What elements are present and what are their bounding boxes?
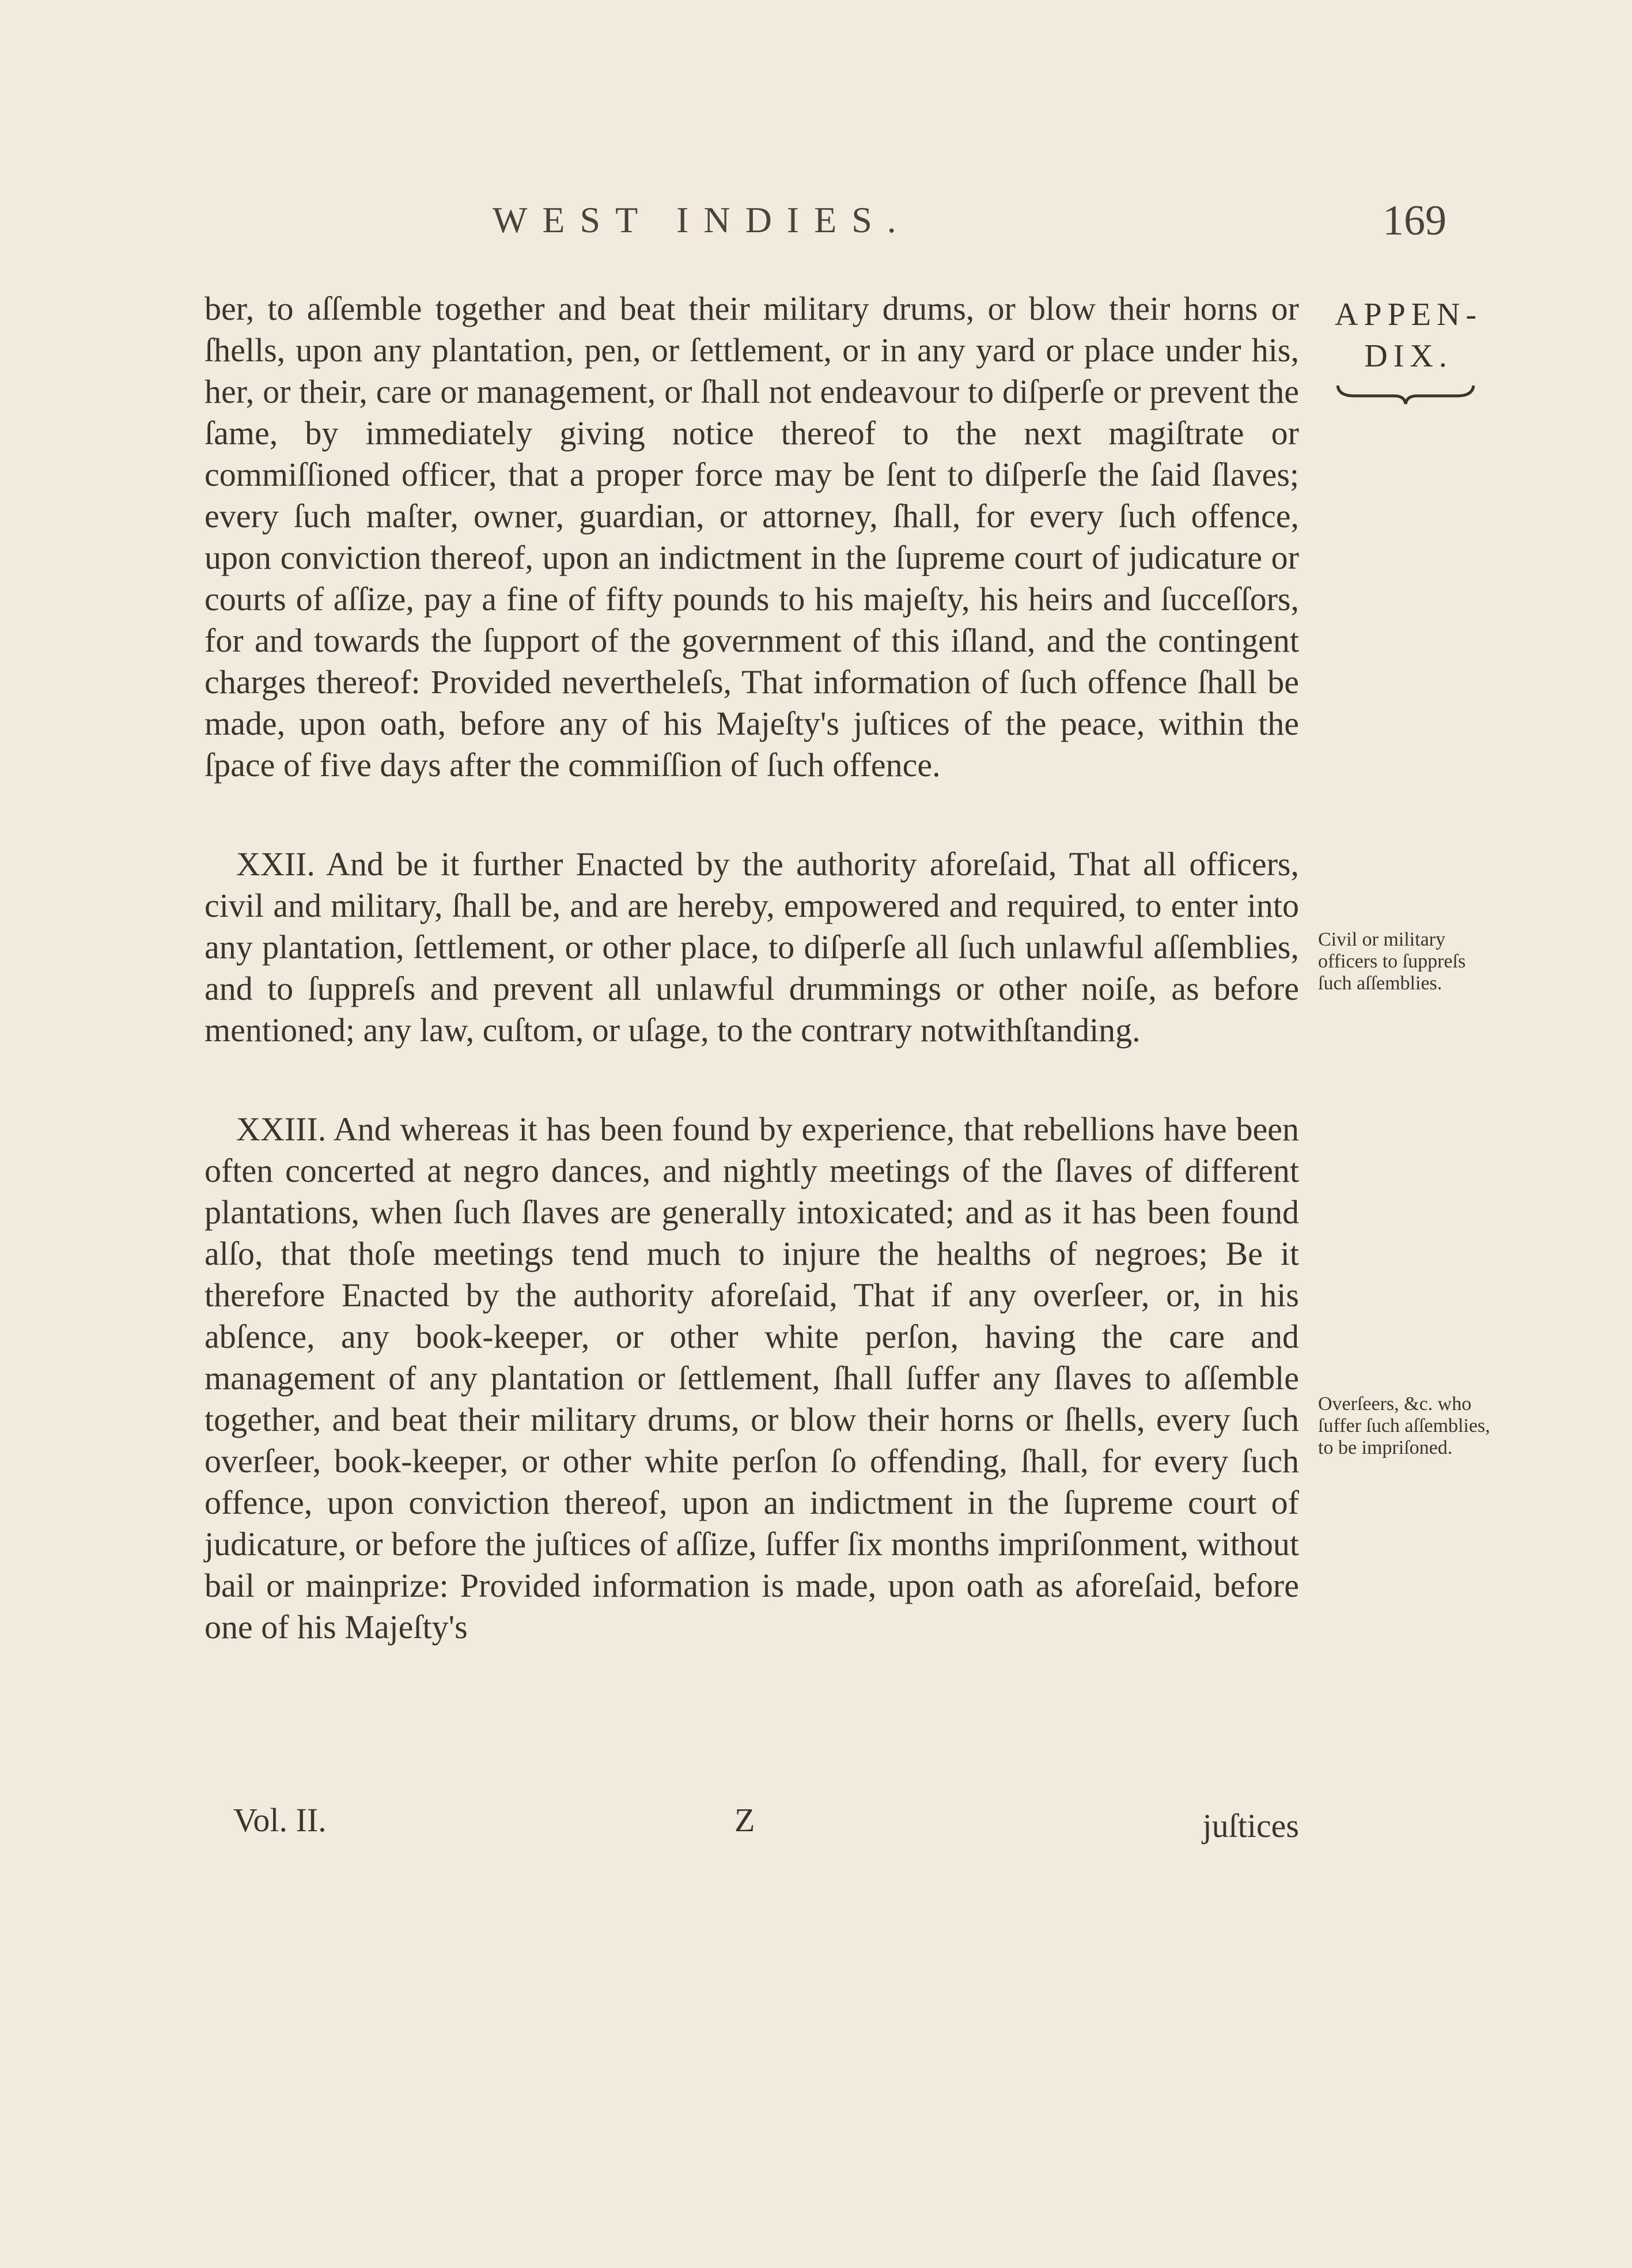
appendix-margin-heading bbox=[1322, 294, 1495, 377]
page-number: 169 bbox=[1383, 197, 1447, 244]
paragraph-section-xxiii: XXIII. And whereas it has been found by experience, that rebellions have been often concerted at negro dances, and nightly meetings of the ſlaves of different plantations, when ſuch ſlaves are generally intoxicated; and as it has been found alſo, that thoſe meetings tend much to injure the healths of negroes; Be it therefore Enacted by the authority aforeſaid, That if any overſeer, or, in his abſence, any book-keeper, or other white perſon, having the care and management of any plantation or ſettlement, ſhall ſuffer any ſlaves to aſſemble together, and beat their military drums, or blow their horns or ſhells, every ſuch overſeer, book-keeper, or other white perſon ſo offending, ſhall, for every ſuch offence, upon conviction thereof, upon an indictment in the ſupreme court of judicature, or before the juſtices of aſſize, ſuffer ſix months impriſonment, without bail or mainprize: Provided information is made, upon oath as aforeſaid, before one of his Majeſty's bbox=[205, 1110, 1299, 1646]
page-footer bbox=[205, 1801, 1299, 1847]
running-title: WEST INDIES. bbox=[493, 199, 911, 240]
paragraph-section-xxii: XXII. And be it further Enacted by the authority aforeſaid, That all officers, civil and military, ſhall be, and are hereby, empowered and required, to enter into any plantation, ſettlement, or other place, to diſperſe all ſuch unlawful aſſemblies, and to ſuppreſs and prevent all unlawful drummings or other noiſe, as before mentioned; any law, cuſtom, or uſage, to the contrary notwithſtanding. bbox=[205, 845, 1299, 1049]
main-text bbox=[205, 288, 1299, 1706]
paragraph-continuation: ber, to aſſemble together and beat their military drums, or blow their horns or ſhells, upon any plantation, pen, or ſettlement, or in any yard or place under his, her, or their, care or management, or ſhall not endeavour to diſperſe or prevent the ſame, by immediately giving notice thereof to the next magiſtrate or commiſſioned officer, that a proper force may be ſent to diſperſe the ſaid ſlaves; every ſuch maſter, owner, guardian, or attorney, ſhall, for every ſuch offence, upon conviction thereof, upon an indictment in the ſupreme court of judicature or courts of aſſize, pay a fine of fifty pounds to his majeſty, his heirs and ſucceſſors, for and towards the ſupport of the government of this iſland, and the contingent charges thereof: Provided nevertheleſs, That information of ſuch offence ſhall be made, upon oath, before any of his Majeſty's juſtices of the peace, within the ſpace of five days after the commiſſion of ſuch offence. bbox=[205, 290, 1299, 784]
side-note-civil-officers: Civil or military officers to ſuppreſs ſuch aſſemblies. bbox=[1318, 929, 1466, 994]
brace-ornament bbox=[1336, 383, 1475, 406]
catchword: juſtices bbox=[1202, 1807, 1299, 1844]
appendix-heading-line1: APPEN- bbox=[1334, 297, 1483, 332]
signature-mark: Z bbox=[734, 1801, 755, 1839]
side-note-overseers: Overſeers, &c. who ſuffer ſuch aſſemblies, to be impriſoned. bbox=[1318, 1393, 1490, 1458]
page-header bbox=[0, 199, 1632, 262]
volume-label: Vol. II. bbox=[233, 1801, 327, 1839]
appendix-heading-line2: DIX. bbox=[1364, 338, 1453, 374]
